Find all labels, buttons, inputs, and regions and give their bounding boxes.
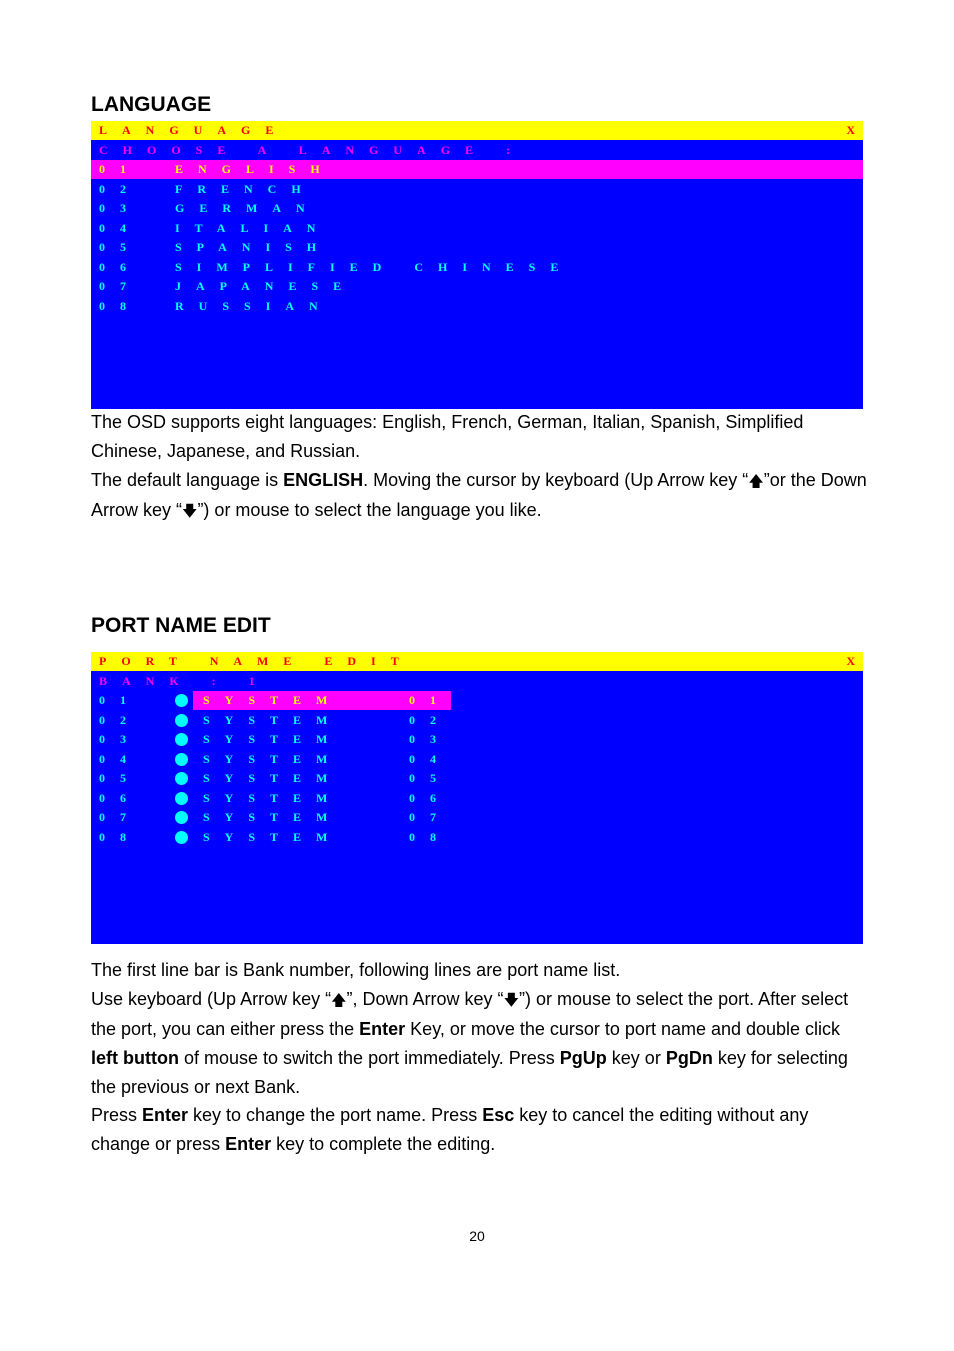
port-name[interactable]: SYSTEM [203, 810, 343, 824]
language-prompt: CHOOSE A LANGUAGE : [99, 143, 526, 157]
port-row-06[interactable] [91, 789, 863, 808]
port-name[interactable]: SYSTEM [203, 693, 343, 707]
language-option-06[interactable] [91, 258, 863, 277]
text-fragment: of mouse to switch the port immediately. Press [178, 1048, 560, 1068]
page-number: 20 [469, 1228, 485, 1244]
text-fragment: Key, or move the cursor to port name and double click [405, 1019, 841, 1039]
up-arrow-icon: 🡅 [748, 473, 764, 490]
port-id: 02 [409, 713, 451, 727]
port-status-dot-icon [175, 811, 188, 824]
port-number: 08 [99, 830, 141, 844]
option-label: ENGLISH [175, 162, 335, 176]
port-number: 02 [99, 713, 141, 727]
port-name[interactable]: SYSTEM [203, 771, 343, 785]
bank-label: BANK : 1 [99, 674, 270, 688]
port-id: 08 [409, 830, 451, 844]
port-number: 07 [99, 810, 141, 824]
port-edit-instructions [91, 1101, 871, 1159]
language-option-03[interactable] [91, 199, 863, 218]
port-selection-instructions [91, 985, 871, 1102]
port-name-edit-heading: PORT NAME EDIT [91, 614, 271, 637]
option-number: 04 [99, 221, 141, 235]
port-name[interactable]: SYSTEM [203, 830, 343, 844]
language-prompt-row [91, 141, 863, 160]
option-number: 05 [99, 240, 141, 254]
left-button-emphasis: left button [91, 1048, 179, 1068]
text-fragment: key to cancel the editing without any change or press [91, 1105, 809, 1154]
option-label: SPANISH [175, 240, 332, 254]
option-number: 08 [99, 299, 141, 313]
language-option-02[interactable] [91, 180, 863, 199]
text-fragment: The default language is [91, 470, 284, 490]
option-number: 02 [99, 182, 141, 196]
language-default-note [91, 466, 871, 526]
option-label: GERMAN [175, 201, 320, 215]
language-option-01[interactable] [91, 160, 863, 179]
language-option-08[interactable] [91, 297, 863, 316]
port-osd-title: PORT NAME EDIT [99, 654, 414, 668]
text-fragment: ”or the Down Arrow key “ [91, 470, 867, 520]
down-arrow-icon: 🡇 [503, 992, 519, 1009]
port-list-description: The first line bar is Bank number, following lines are port name list. [91, 960, 621, 980]
language-heading: LANGUAGE [91, 93, 212, 116]
port-status-dot-icon [175, 753, 188, 766]
language-osd-title: LANGUAGE [99, 123, 289, 137]
option-label: FRENCH [175, 182, 316, 196]
port-status-dot-icon [175, 694, 188, 707]
esc-key-emphasis: Esc [482, 1105, 515, 1125]
enter-key-emphasis: Enter [359, 1019, 406, 1039]
port-row-07[interactable] [91, 808, 863, 827]
port-row-04[interactable] [91, 750, 863, 769]
port-osd-title-bar [91, 652, 863, 671]
english-emphasis: ENGLISH [283, 470, 364, 490]
text-fragment: key to change the port name. Press [188, 1105, 483, 1125]
port-name[interactable]: SYSTEM [203, 732, 343, 746]
option-label: RUSSIAN [175, 299, 333, 313]
option-label: JAPANESE [175, 279, 357, 293]
close-icon[interactable]: X [846, 654, 855, 668]
port-number: 01 [99, 693, 141, 707]
port-name[interactable]: SYSTEM [203, 713, 343, 727]
close-icon[interactable]: X [846, 123, 855, 137]
language-option-05[interactable] [91, 238, 863, 257]
up-arrow-icon: 🡅 [331, 992, 347, 1009]
port-osd-window [91, 652, 863, 944]
port-number: 06 [99, 791, 141, 805]
option-number: 06 [99, 260, 141, 274]
option-number: 01 [99, 162, 141, 176]
enter-key-emphasis: Enter [225, 1134, 272, 1154]
language-option-07[interactable] [91, 277, 863, 296]
port-id: 03 [409, 732, 451, 746]
port-row-01[interactable] [91, 691, 863, 710]
language-osd-window [91, 121, 863, 409]
port-status-dot-icon [175, 831, 188, 844]
option-label: ITALIAN [175, 221, 331, 235]
bank-row [91, 672, 863, 691]
language-description: The OSD supports eight languages: English, French, German, Italian, Spanish, Simplified Chinese, Japanese, and Russian. [91, 412, 804, 461]
port-row-02[interactable] [91, 711, 863, 730]
port-id: 05 [409, 771, 451, 785]
port-status-dot-icon [175, 772, 188, 785]
port-row-08[interactable] [91, 828, 863, 847]
pgup-key-emphasis: PgUp [559, 1048, 607, 1068]
port-id: 01 [409, 693, 451, 707]
port-id: 07 [409, 810, 451, 824]
port-status-dot-icon [175, 733, 188, 746]
port-row-05[interactable] [91, 769, 863, 788]
port-row-03[interactable] [91, 730, 863, 749]
option-number: 07 [99, 279, 141, 293]
port-number: 03 [99, 732, 141, 746]
port-number: 04 [99, 752, 141, 766]
option-label: SIMPLIFIED CHINESE [175, 260, 574, 274]
port-number: 05 [99, 771, 141, 785]
port-name[interactable]: SYSTEM [203, 752, 343, 766]
down-arrow-icon: 🡇 [182, 503, 198, 520]
text-fragment: ”) or mouse to select the port. After select the port, you can either press the [91, 989, 849, 1039]
port-id: 06 [409, 791, 451, 805]
text-fragment: Use keyboard (Up Arrow key “ [91, 989, 332, 1009]
pgdn-key-emphasis: PgDn [665, 1048, 713, 1068]
text-fragment: Press [91, 1105, 143, 1125]
port-status-dot-icon [175, 714, 188, 727]
option-number: 03 [99, 201, 141, 215]
text-fragment: key or [606, 1048, 666, 1068]
text-fragment: . Moving the cursor by keyboard (Up Arrow key “ [363, 470, 749, 490]
text-fragment: ”, Down Arrow key “ [346, 989, 504, 1009]
language-osd-title-bar [91, 121, 863, 140]
port-status-dot-icon [175, 792, 188, 805]
port-name[interactable]: SYSTEM [203, 791, 343, 805]
text-fragment: ”) or mouse to select the language you like. [197, 500, 542, 520]
text-fragment: key for selecting the previous or next Bank. [91, 1048, 848, 1097]
enter-key-emphasis: Enter [142, 1105, 189, 1125]
text-fragment: key to complete the editing. [271, 1134, 496, 1154]
port-id: 04 [409, 752, 451, 766]
language-option-04[interactable] [91, 219, 863, 238]
